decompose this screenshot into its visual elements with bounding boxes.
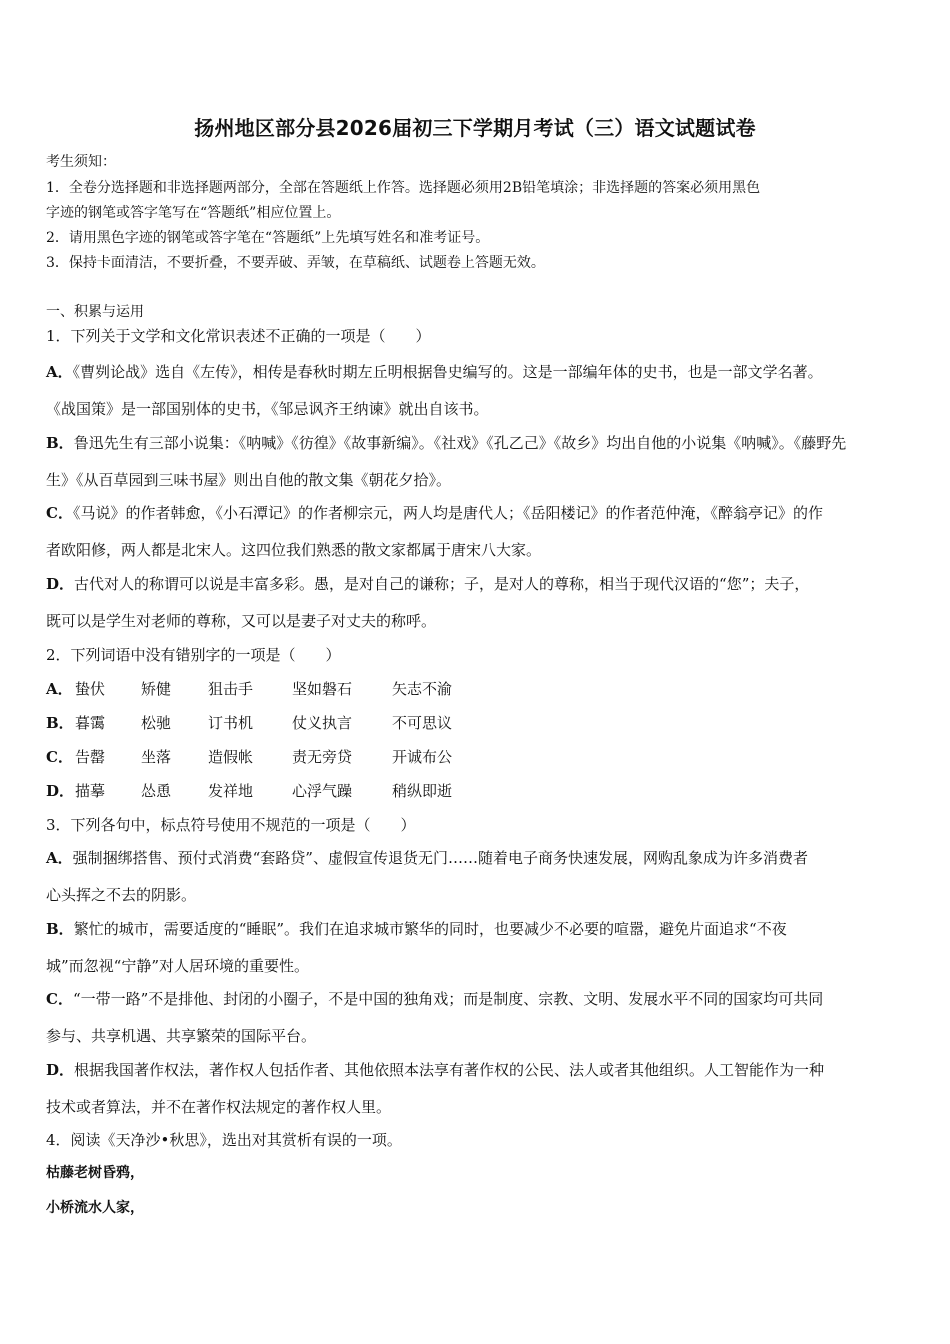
q3-option-a: A．强制捆绑搭售、预付式消费“套路贷”、虚假宣传退货无门……随着电子商务快速发展，网购乱象成为许多消费者 xyxy=(46,849,808,867)
option-letter: C． xyxy=(46,990,73,1008)
question-1-stem: 1．下列关于文学和文化常识表述不正确的一项是（ ） xyxy=(46,327,431,345)
option-word: 发祥地 xyxy=(208,782,254,800)
option-word: 坐落 xyxy=(141,748,172,766)
q3-option-c-cont: 参与、共享机遇、共享繁荣的国际平台。 xyxy=(46,1027,317,1045)
section-heading: 一、积累与运用 xyxy=(46,304,144,320)
option-word: 造假帐 xyxy=(208,748,254,766)
q1-option-c: C．《马说》的作者韩愈，《小石潭记》的作者柳宗元，两人均是唐代人；《岳阳楼记》的作者范仲淹，《醉翁亭记》的作 xyxy=(46,504,823,522)
option-word: 稍纵即逝 xyxy=(392,782,453,800)
notice-line: 3．保持卡面清洁，不要折叠，不要弄破、弄皱，在草稿纸、试题卷上答题无效。 xyxy=(46,255,545,271)
q3-option-b-cont: 城”而忽视“宁静”对人居环境的重要性。 xyxy=(46,957,310,975)
q1-option-d: D．古代对人的称谓可以说是丰富多彩。愚，是对自己的谦称；子，是对人的尊称，相当于现代汉语的“您”；夫子， xyxy=(46,575,810,593)
q3-option-a-cont: 心头挥之不去的阴影。 xyxy=(46,886,197,904)
q3-option-b: B．繁忙的城市，需要适度的“睡眠”。我们在追求城市繁华的同时，也要减少不必要的喧嚣，避免片面追求“不夜 xyxy=(46,920,787,938)
option-word: 矫健 xyxy=(141,680,172,698)
notice-line: 1．全卷分选择题和非选择题两部分，全部在答题纸上作答。选择题必须用2B铅笔填涂；非选择题的答案必须用黑色 xyxy=(46,180,761,196)
q1-option-b-cont: 生》《从百草园到三味书屋》则出自他的散文集《朝花夕拾》。 xyxy=(46,471,452,489)
option-letter: D． xyxy=(46,575,75,593)
option-word: 不可思议 xyxy=(392,714,453,732)
question-4-stem: 4．阅读《天净沙•秋思》，选出对其赏析有误的一项。 xyxy=(46,1131,402,1149)
option-letter: B． xyxy=(46,920,74,938)
notice-line: 2．请用黑色字迹的钢笔或答字笔在“答题纸”上先填写姓名和准考证号。 xyxy=(46,230,490,246)
option-letter: C． xyxy=(46,504,73,522)
option-letter: A． xyxy=(46,363,73,381)
notice-line: 字迹的钢笔或答字笔写在“答题纸”相应位置上。 xyxy=(46,205,341,221)
option-label: A． xyxy=(46,680,73,698)
option-word: 暮霭 xyxy=(75,714,106,732)
q1-option-c-cont: 者欧阳修，两人都是北宋人。这四位我们熟悉的散文家都属于唐宋八大家。 xyxy=(46,541,542,559)
option-word: 蛰伏 xyxy=(75,680,106,698)
option-word: 告罄 xyxy=(75,748,106,766)
option-label: B． xyxy=(46,714,74,732)
option-word: 矢志不渝 xyxy=(392,680,453,698)
option-word: 心浮气躁 xyxy=(292,782,353,800)
poem-line: 枯藤老树昏鸦， xyxy=(46,1165,144,1181)
notice-header: 考生须知： xyxy=(46,154,116,170)
option-letter: A． xyxy=(46,849,73,867)
option-word: 怂恿 xyxy=(141,782,172,800)
q1-option-a: A．《曹刿论战》选自《左传》，相传是春秋时期左丘明根据鲁史编写的。这是一部编年体的史书，也是一部文学名著。 xyxy=(46,363,823,381)
q3-option-d: D．根据我国著作权法，著作权人包括作者、其他依照本法享有著作权的公民、法人或者其他组织。人工智能作为一种 xyxy=(46,1061,825,1079)
option-word: 松驰 xyxy=(141,714,172,732)
question-3-stem: 3．下列各句中，标点符号使用不规范的一项是（ ） xyxy=(46,816,416,834)
q3-option-c: C．“一带一路”不是排他、封闭的小圈子，不是中国的独角戏；而是制度、宗教、文明、发展水平不同的国家均可共同 xyxy=(46,990,824,1008)
question-2-stem: 2．下列词语中没有错别字的一项是（ ） xyxy=(46,646,341,664)
option-word: 描摹 xyxy=(75,782,106,800)
option-word: 责无旁贷 xyxy=(292,748,353,766)
option-letter: B． xyxy=(46,434,74,452)
option-letter: D． xyxy=(46,1061,75,1079)
option-word: 狙击手 xyxy=(208,680,254,698)
page-title: 扬州地区部分县2026届初三下学期月考试（三）语文试题试卷 xyxy=(194,116,756,140)
poem-line: 小桥流水人家， xyxy=(46,1200,144,1216)
q1-option-b: B．鲁迅先生有三部小说集：《呐喊》《彷徨》《故事新编》。《社戏》《孔乙己》《故乡》均出自他的小说集《呐喊》。《藤野先 xyxy=(46,434,847,452)
option-word: 坚如磐石 xyxy=(292,680,353,698)
option-label: D． xyxy=(46,782,75,800)
option-word: 仗义执言 xyxy=(292,714,353,732)
q3-option-d-cont: 技术或者算法，并不在著作权法规定的著作权人里。 xyxy=(46,1098,392,1116)
q1-option-a-cont: 《战国策》是一部国别体的史书，《邹忌讽齐王纳谏》就出自该书。 xyxy=(46,400,489,418)
option-word: 开诚布公 xyxy=(392,748,453,766)
option-word: 订书机 xyxy=(208,714,254,732)
option-label: C． xyxy=(46,748,73,766)
q1-option-d-cont: 既可以是学生对老师的尊称，又可以是妻子对丈夫的称呼。 xyxy=(46,612,437,630)
